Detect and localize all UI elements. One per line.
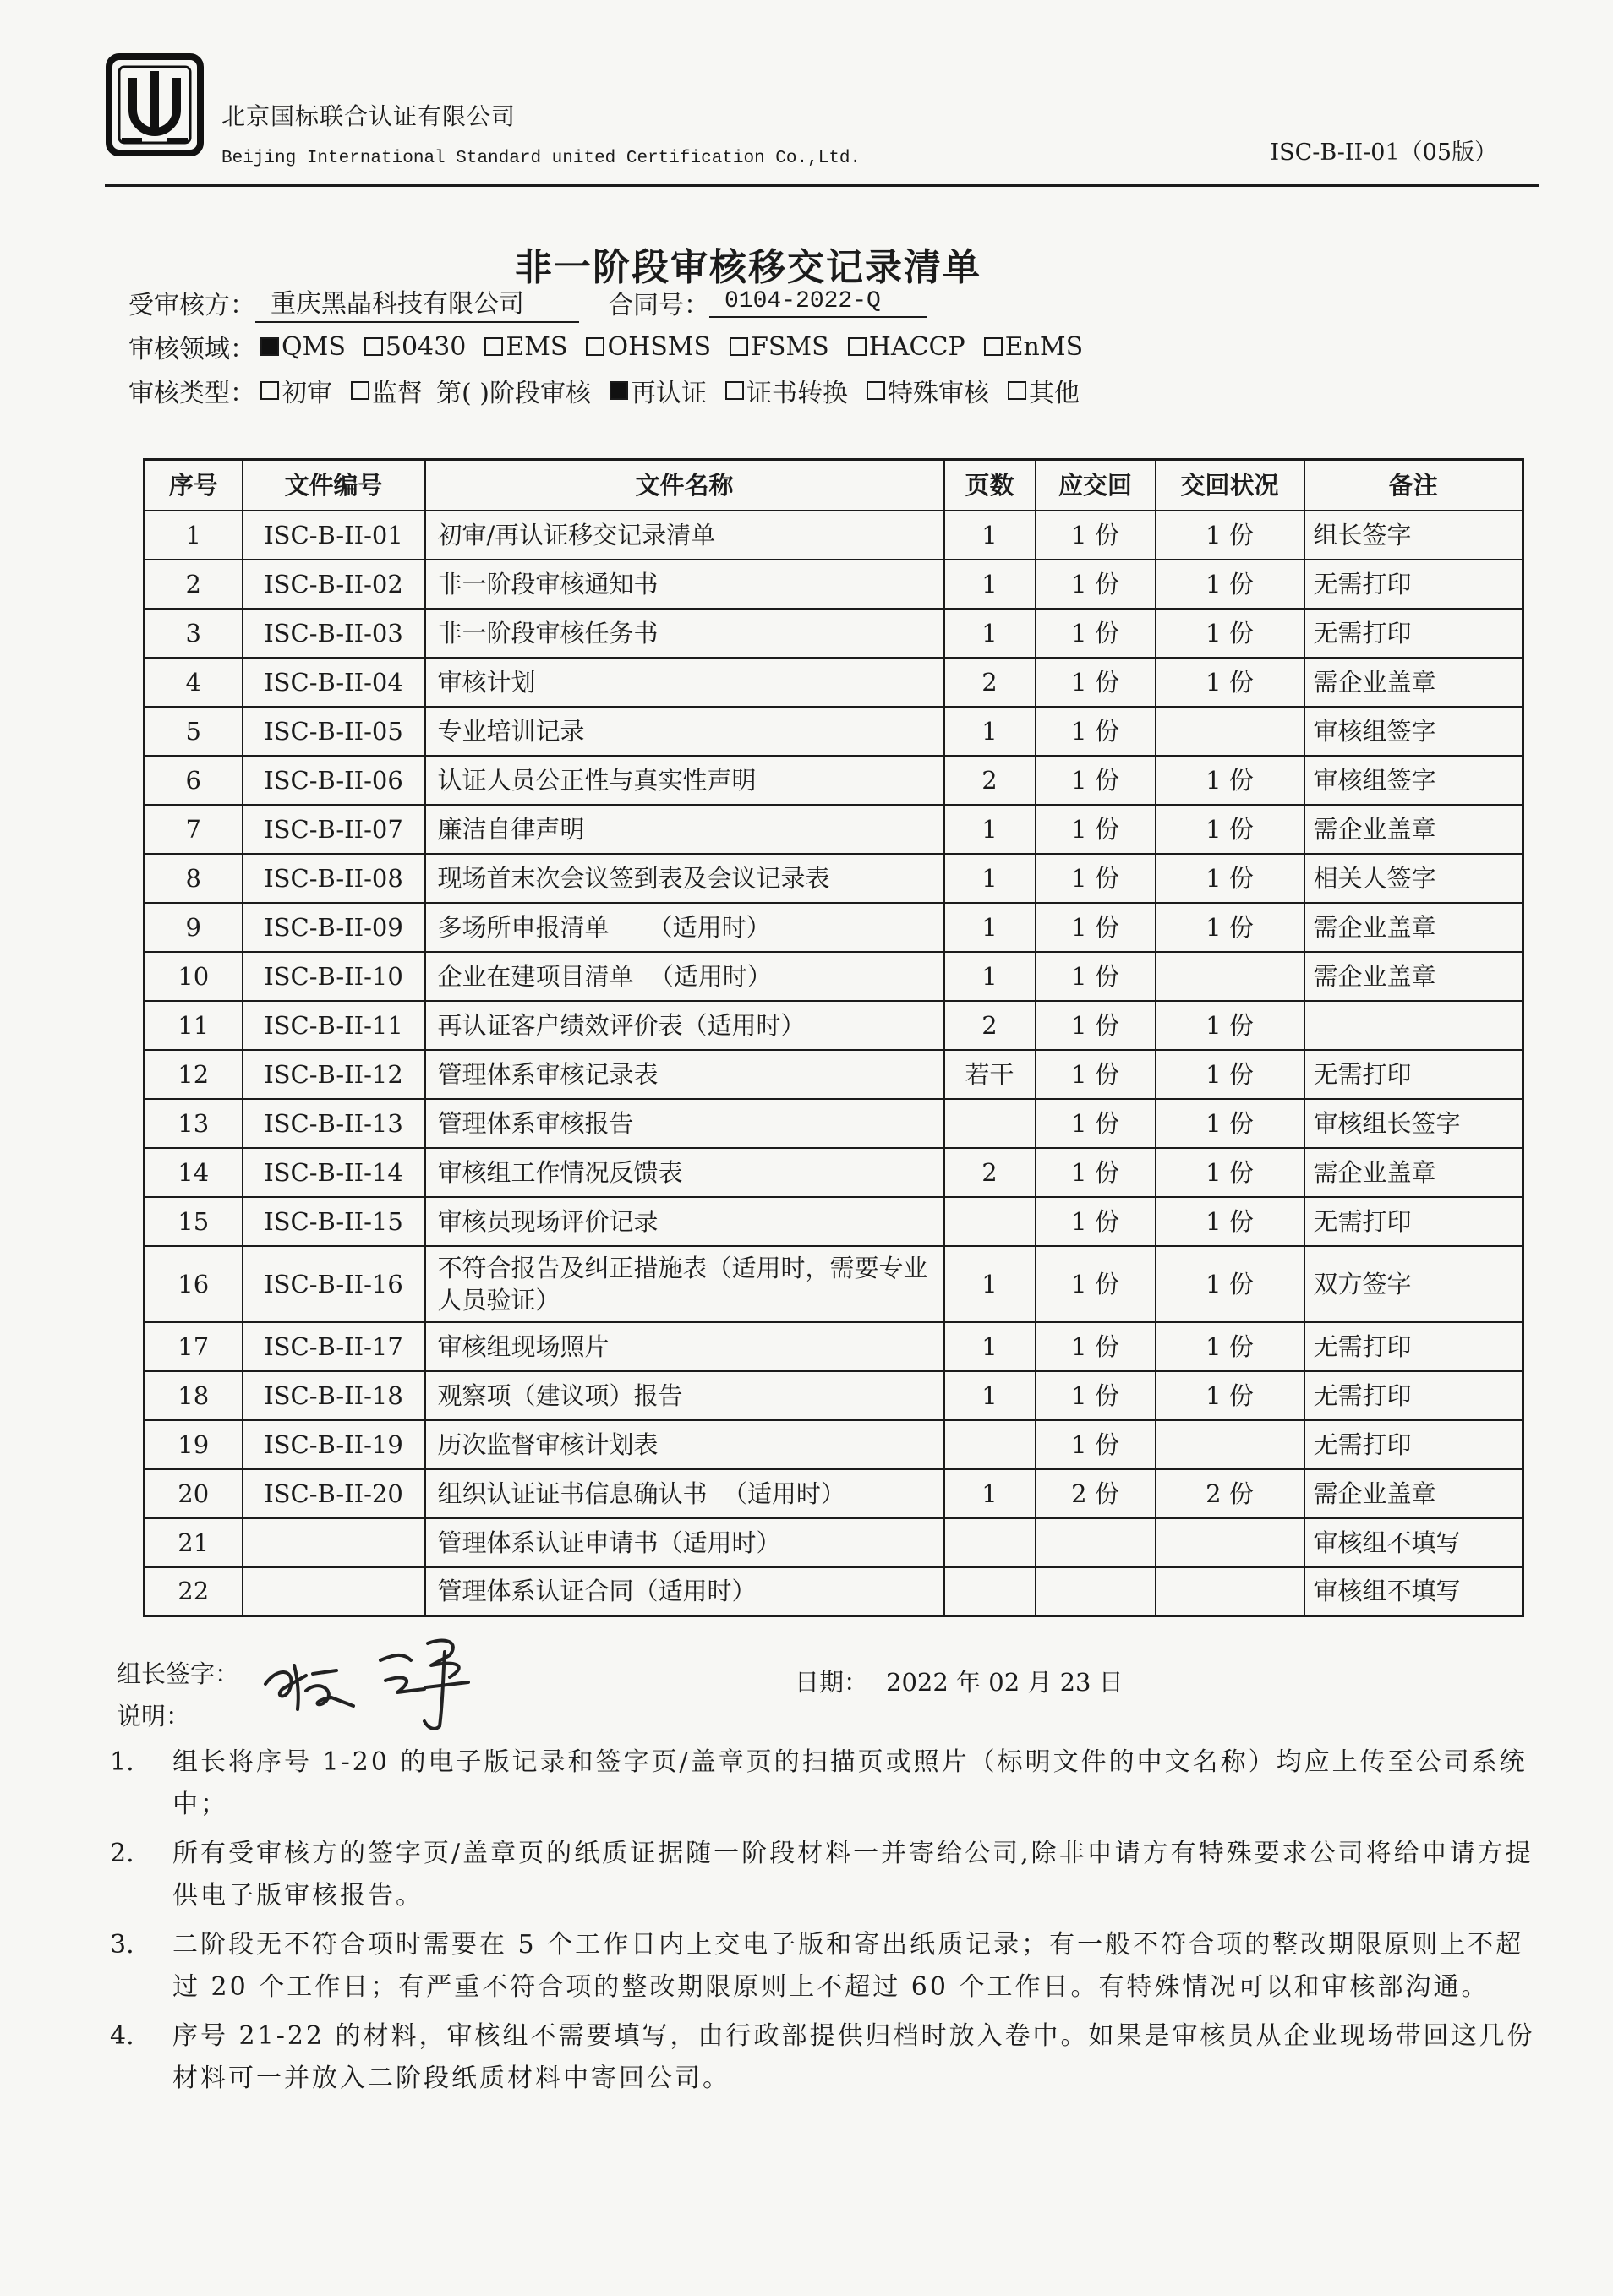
unchecked-box-icon (848, 337, 867, 356)
checkbox-label: 初审 (282, 379, 332, 408)
table-body (145, 511, 1523, 1616)
column-header-copies-due: 应交回 (1036, 460, 1156, 511)
cell-doc-code: ISC-B-II-03 (243, 609, 425, 658)
cell-doc-code: ISC-B-II-20 (243, 1469, 425, 1518)
cell-doc-name: 不符合报告及纠正措施表（适用时，需要专业人员验证） (425, 1246, 944, 1322)
table-row (145, 1518, 1523, 1567)
cell-remark: 无需打印 (1304, 1420, 1523, 1469)
table-row (145, 1246, 1523, 1322)
cell-pages (944, 1567, 1036, 1616)
cell-remark: 无需打印 (1304, 609, 1523, 658)
cell-doc-name: 企业在建项目清单 （适用时） (425, 952, 944, 1001)
cell-remark (1304, 1001, 1523, 1050)
checkbox-option (351, 372, 423, 409)
cell-return-status: 1 份 (1156, 1322, 1304, 1371)
cell-doc-name: 审核员现场评价记录 (425, 1197, 944, 1246)
date-label: 日期： (795, 1668, 869, 1697)
cell-seq: 6 (145, 756, 243, 805)
cell-doc-code: ISC-B-II-15 (243, 1197, 425, 1246)
note-number: 4. (110, 2021, 134, 2051)
checkbox-option (984, 332, 1084, 362)
company-name-en: Beijing International Standard united Certification Co.,Ltd. (221, 149, 861, 168)
cell-return-status: 2 份 (1156, 1469, 1304, 1518)
cell-doc-code: ISC-B-II-19 (243, 1420, 425, 1469)
audit-type-line (128, 372, 1080, 409)
table-row (145, 1148, 1523, 1197)
cell-pages: 2 (944, 1001, 1036, 1050)
cell-seq: 21 (145, 1518, 243, 1567)
cell-doc-name: 审核组工作情况反馈表 (425, 1148, 944, 1197)
table-row (145, 903, 1523, 952)
cell-remark: 双方签字 (1304, 1246, 1523, 1322)
cell-pages (944, 1420, 1036, 1469)
cell-pages: 1 (944, 1246, 1036, 1322)
cell-return-status: 1 份 (1156, 805, 1304, 854)
date-value: 2022 年 02 月 23 日 (886, 1668, 1124, 1697)
cell-copies-due: 1 份 (1036, 1050, 1156, 1099)
checkbox-option (586, 332, 711, 362)
cell-doc-code: ISC-B-II-12 (243, 1050, 425, 1099)
cell-remark: 审核组不填写 (1304, 1567, 1523, 1616)
cell-copies-due: 1 份 (1036, 952, 1156, 1001)
note-text: 组长将序号 1-20 的电子版记录和签字页/盖章页的扫描页或照片（标明文件的中文名称）均应上传至公司系统中； (172, 1747, 1528, 1819)
cell-doc-name: 管理体系认证申请书（适用时） (425, 1518, 944, 1567)
cell-remark: 无需打印 (1304, 1197, 1523, 1246)
cell-doc-code: ISC-B-II-06 (243, 756, 425, 805)
table-row (145, 1371, 1523, 1420)
unchecked-box-icon (260, 381, 279, 400)
audit-field-label: 审核领域： (128, 335, 255, 364)
cell-doc-name: 再认证客户绩效评价表（适用时） (425, 1001, 944, 1050)
cell-seq: 4 (145, 658, 243, 707)
table-row (145, 805, 1523, 854)
cell-remark: 相关人签字 (1304, 854, 1523, 903)
checkbox-label: 50430 (385, 331, 467, 362)
table-row (145, 756, 1523, 805)
cell-pages (944, 1099, 1036, 1148)
checkbox-option (730, 332, 829, 362)
cell-remark: 需企业盖章 (1304, 1469, 1523, 1518)
cell-seq: 11 (145, 1001, 243, 1050)
cell-remark: 审核组签字 (1304, 756, 1523, 805)
cell-copies-due: 1 份 (1036, 1148, 1156, 1197)
cell-seq: 15 (145, 1197, 243, 1246)
table-row (145, 560, 1523, 609)
header-divider (105, 184, 1539, 187)
cell-pages: 1 (944, 511, 1036, 560)
page-title: 非一阶段审核移交记录清单 (515, 246, 981, 289)
cell-remark: 需企业盖章 (1304, 903, 1523, 952)
cell-pages: 1 (944, 560, 1036, 609)
checkbox-label: QMS (282, 331, 346, 362)
cell-remark: 无需打印 (1304, 1050, 1523, 1099)
audit-field-options (260, 332, 1083, 362)
checkbox-option (867, 372, 989, 409)
cell-pages: 1 (944, 903, 1036, 952)
checkbox-label: 其他 (1028, 379, 1080, 408)
cell-copies-due: 1 份 (1036, 1420, 1156, 1469)
cell-seq: 17 (145, 1322, 243, 1371)
table-row (145, 1469, 1523, 1518)
column-header-doc-code: 文件编号 (243, 460, 425, 511)
cell-return-status: 1 份 (1156, 1001, 1304, 1050)
column-header-seq: 序号 (145, 460, 243, 511)
cell-return-status (1156, 1567, 1304, 1616)
auditee-line (128, 282, 927, 323)
table-row (145, 1420, 1523, 1469)
cell-copies-due: 1 份 (1036, 805, 1156, 854)
notes-list (110, 1741, 1539, 2107)
table-row (145, 1567, 1523, 1616)
cell-seq: 13 (145, 1099, 243, 1148)
cell-copies-due: 1 份 (1036, 903, 1156, 952)
table-row (145, 707, 1523, 756)
cell-pages: 1 (944, 1469, 1036, 1518)
cell-doc-code: ISC-B-II-11 (243, 1001, 425, 1050)
unchecked-box-icon (730, 337, 748, 356)
checkbox-label: HACCP (868, 331, 965, 362)
column-header-pages: 页数 (944, 460, 1036, 511)
checkbox-label: FSMS (751, 331, 829, 362)
cell-doc-code: ISC-B-II-18 (243, 1371, 425, 1420)
checkbox-option (725, 372, 848, 409)
cell-seq: 9 (145, 903, 243, 952)
cell-copies-due: 1 份 (1036, 511, 1156, 560)
cell-pages: 1 (944, 609, 1036, 658)
cell-return-status: 1 份 (1156, 511, 1304, 560)
cell-return-status (1156, 952, 1304, 1001)
cell-seq: 12 (145, 1050, 243, 1099)
table-header-row (145, 460, 1523, 511)
cell-copies-due: 1 份 (1036, 1001, 1156, 1050)
cell-doc-name: 观察项（建议项）报告 (425, 1371, 944, 1420)
cell-doc-name: 非一阶段审核通知书 (425, 560, 944, 609)
cell-seq: 8 (145, 854, 243, 903)
cell-pages: 1 (944, 952, 1036, 1001)
cell-return-status: 1 份 (1156, 854, 1304, 903)
table-row (145, 952, 1523, 1001)
cell-copies-due: 1 份 (1036, 1322, 1156, 1371)
cell-seq: 19 (145, 1420, 243, 1469)
note-number: 3. (110, 1930, 134, 1960)
document-code: ISC-B-II-01（05版） (1270, 139, 1497, 166)
cell-seq: 5 (145, 707, 243, 756)
audit-field-line (128, 328, 1083, 365)
table-row (145, 511, 1523, 560)
checkbox-option (484, 332, 567, 362)
checkbox-option (848, 332, 965, 362)
audit-type-options (260, 372, 1080, 409)
column-header-doc-name: 文件名称 (425, 460, 944, 511)
list-item (110, 1833, 1539, 1917)
cell-remark: 组长签字 (1304, 511, 1523, 560)
unchecked-box-icon (364, 337, 383, 356)
list-item (110, 1741, 1539, 1826)
checkbox-option (1008, 372, 1080, 409)
cell-copies-due: 1 份 (1036, 1246, 1156, 1322)
cell-remark: 需企业盖章 (1304, 805, 1523, 854)
cell-doc-name: 管理体系审核记录表 (425, 1050, 944, 1099)
cell-pages (944, 1197, 1036, 1246)
checkbox-label: 再认证 (630, 379, 707, 408)
cell-doc-name: 组织认证证书信息确认书 （适用时） (425, 1469, 944, 1518)
cell-remark: 审核组签字 (1304, 707, 1523, 756)
unchecked-box-icon (867, 381, 885, 400)
list-item (110, 2015, 1539, 2100)
cell-seq: 22 (145, 1567, 243, 1616)
cell-pages (944, 1518, 1036, 1567)
checkbox-label: OHSMS (607, 331, 712, 362)
checkbox-label: EMS (506, 331, 568, 362)
auditee-label: 受审核方： (128, 291, 255, 320)
cell-doc-code: ISC-B-II-08 (243, 854, 425, 903)
table-row (145, 609, 1523, 658)
cell-doc-name: 现场首末次会议签到表及会议记录表 (425, 854, 944, 903)
cell-doc-code: ISC-B-II-07 (243, 805, 425, 854)
cell-return-status: 1 份 (1156, 560, 1304, 609)
cell-seq: 7 (145, 805, 243, 854)
cell-remark: 审核组长签字 (1304, 1099, 1523, 1148)
cell-copies-due: 1 份 (1036, 707, 1156, 756)
cell-copies-due: 1 份 (1036, 609, 1156, 658)
cell-doc-name: 认证人员公正性与真实性声明 (425, 756, 944, 805)
unchecked-box-icon (586, 337, 604, 356)
cell-pages: 若干 (944, 1050, 1036, 1099)
checkbox-label: 证书转换 (746, 379, 848, 408)
cell-doc-name: 专业培训记录 (425, 707, 944, 756)
audit-type-label: 审核类型： (128, 379, 255, 408)
cell-return-status: 1 份 (1156, 609, 1304, 658)
note-text: 二阶段无不符合项时需要在 5 个工作日内上交电子版和寄出纸质记录；有一般不符合项的整改期限原则上不超过 20 个工作日；有严重不符合项的整改期限原则上不超过 60 个工作日。有特殊情况可以和审核部沟通。 (172, 1930, 1524, 2002)
cell-pages: 1 (944, 1322, 1036, 1371)
cell-seq: 1 (145, 511, 243, 560)
table-row (145, 1197, 1523, 1246)
checkbox-option (610, 372, 707, 409)
note-text: 序号 21-22 的材料，审核组不需要填写，由行政部提供归档时放入卷中。如果是审核员从企业现场带回这几份材料可一并放入二阶段纸质材料中寄回公司。 (172, 2021, 1535, 2093)
unchecked-box-icon (984, 337, 1003, 356)
list-item (110, 1924, 1539, 2009)
cell-doc-code: ISC-B-II-16 (243, 1246, 425, 1322)
cell-pages: 2 (944, 658, 1036, 707)
column-header-return-status: 交回状况 (1156, 460, 1304, 511)
contract-value: 0104-2022-Q (709, 288, 927, 318)
cell-remark: 需企业盖章 (1304, 658, 1523, 707)
cell-copies-due (1036, 1518, 1156, 1567)
cell-remark: 无需打印 (1304, 560, 1523, 609)
column-header-remark: 备注 (1304, 460, 1523, 511)
cell-doc-name: 非一阶段审核任务书 (425, 609, 944, 658)
cell-seq: 16 (145, 1246, 243, 1322)
cell-doc-name: 初审/再认证移交记录清单 (425, 511, 944, 560)
auditee-value: 重庆黑晶科技有限公司 (255, 282, 579, 323)
cell-remark: 审核组不填写 (1304, 1518, 1523, 1567)
cell-seq: 20 (145, 1469, 243, 1518)
cell-doc-name: 审核组现场照片 (425, 1322, 944, 1371)
cell-doc-code: ISC-B-II-14 (243, 1148, 425, 1197)
contract-label: 合同号： (608, 291, 709, 320)
cell-return-status: 1 份 (1156, 756, 1304, 805)
checked-box-icon (260, 337, 279, 356)
cell-doc-code: ISC-B-II-05 (243, 707, 425, 756)
cell-pages: 1 (944, 805, 1036, 854)
table-row (145, 1322, 1523, 1371)
cell-seq: 14 (145, 1148, 243, 1197)
cell-return-status (1156, 1420, 1304, 1469)
cell-copies-due: 1 份 (1036, 1371, 1156, 1420)
checkbox-option (260, 372, 332, 409)
cell-copies-due (1036, 1567, 1156, 1616)
leader-signature-label: 组长签字： (117, 1659, 240, 1688)
cell-remark: 需企业盖章 (1304, 1148, 1523, 1197)
checkbox-option (364, 332, 466, 362)
cell-seq: 3 (145, 609, 243, 658)
cell-doc-name: 历次监督审核计划表 (425, 1420, 944, 1469)
cell-doc-name: 多场所申报清单 （适用时） (425, 903, 944, 952)
checkbox-label: 监督 (372, 379, 423, 408)
cell-return-status: 1 份 (1156, 1371, 1304, 1420)
checked-box-icon (610, 381, 628, 400)
cell-doc-code (243, 1567, 425, 1616)
cell-return-status: 1 份 (1156, 1050, 1304, 1099)
note-text: 所有受审核方的签字页/盖章页的纸质证据随一阶段材料一并寄给公司,除非申请方有特殊要求公司将给申请方提供电子版审核报告。 (172, 1839, 1534, 1911)
table-row (145, 854, 1523, 903)
cell-return-status (1156, 1518, 1304, 1567)
company-name-cn: 北京国标联合认证有限公司 (221, 102, 517, 130)
handwritten-signature (254, 1625, 482, 1739)
cell-copies-due: 1 份 (1036, 560, 1156, 609)
table-row (145, 1050, 1523, 1099)
cell-doc-code: ISC-B-II-10 (243, 952, 425, 1001)
unchecked-box-icon (1008, 381, 1026, 400)
cell-doc-code: ISC-B-II-04 (243, 658, 425, 707)
cell-return-status: 1 份 (1156, 658, 1304, 707)
cell-return-status: 1 份 (1156, 903, 1304, 952)
cell-return-status: 1 份 (1156, 1099, 1304, 1148)
cell-copies-due: 1 份 (1036, 854, 1156, 903)
checkbox-option (260, 332, 346, 362)
cell-seq: 10 (145, 952, 243, 1001)
cell-return-status: 1 份 (1156, 1246, 1304, 1322)
company-logo (105, 52, 205, 157)
cell-copies-due: 1 份 (1036, 658, 1156, 707)
cell-doc-code: ISC-B-II-13 (243, 1099, 425, 1148)
cell-pages: 2 (944, 756, 1036, 805)
cell-doc-code: ISC-B-II-17 (243, 1322, 425, 1371)
cell-return-status: 1 份 (1156, 1148, 1304, 1197)
cell-copies-due: 1 份 (1036, 1099, 1156, 1148)
cell-doc-name: 管理体系审核报告 (425, 1099, 944, 1148)
table-row (145, 658, 1523, 707)
cell-doc-name: 廉洁自律声明 (425, 805, 944, 854)
table-row (145, 1001, 1523, 1050)
note-number: 1. (110, 1747, 134, 1777)
cell-pages: 2 (944, 1148, 1036, 1197)
unchecked-box-icon (725, 381, 744, 400)
table-row (145, 1099, 1523, 1148)
cell-remark: 需企业盖章 (1304, 952, 1523, 1001)
cell-copies-due: 2 份 (1036, 1469, 1156, 1518)
cell-doc-code (243, 1518, 425, 1567)
cell-doc-code: ISC-B-II-02 (243, 560, 425, 609)
cell-doc-code: ISC-B-II-09 (243, 903, 425, 952)
cell-copies-due: 1 份 (1036, 756, 1156, 805)
cell-seq: 18 (145, 1371, 243, 1420)
cell-remark: 无需打印 (1304, 1322, 1523, 1371)
cell-doc-name: 审核计划 (425, 658, 944, 707)
cell-return-status: 1 份 (1156, 1197, 1304, 1246)
cell-copies-due: 1 份 (1036, 1197, 1156, 1246)
unchecked-box-icon (484, 337, 503, 356)
cell-return-status (1156, 707, 1304, 756)
cell-doc-code: ISC-B-II-01 (243, 511, 425, 560)
cell-seq: 2 (145, 560, 243, 609)
notes-label: 说明： (117, 1702, 191, 1730)
handover-table (143, 458, 1524, 1617)
option-text: 第( )阶段审核 (436, 379, 591, 408)
cell-pages: 1 (944, 1371, 1036, 1420)
checkbox-label: 特殊审核 (887, 379, 989, 408)
cell-pages: 1 (944, 707, 1036, 756)
cell-doc-name: 管理体系认证合同（适用时） (425, 1567, 944, 1616)
unchecked-box-icon (351, 381, 369, 400)
checkbox-label: EnMS (1004, 331, 1084, 362)
note-number: 2. (110, 1839, 134, 1868)
cell-pages: 1 (944, 854, 1036, 903)
cell-remark: 无需打印 (1304, 1371, 1523, 1420)
